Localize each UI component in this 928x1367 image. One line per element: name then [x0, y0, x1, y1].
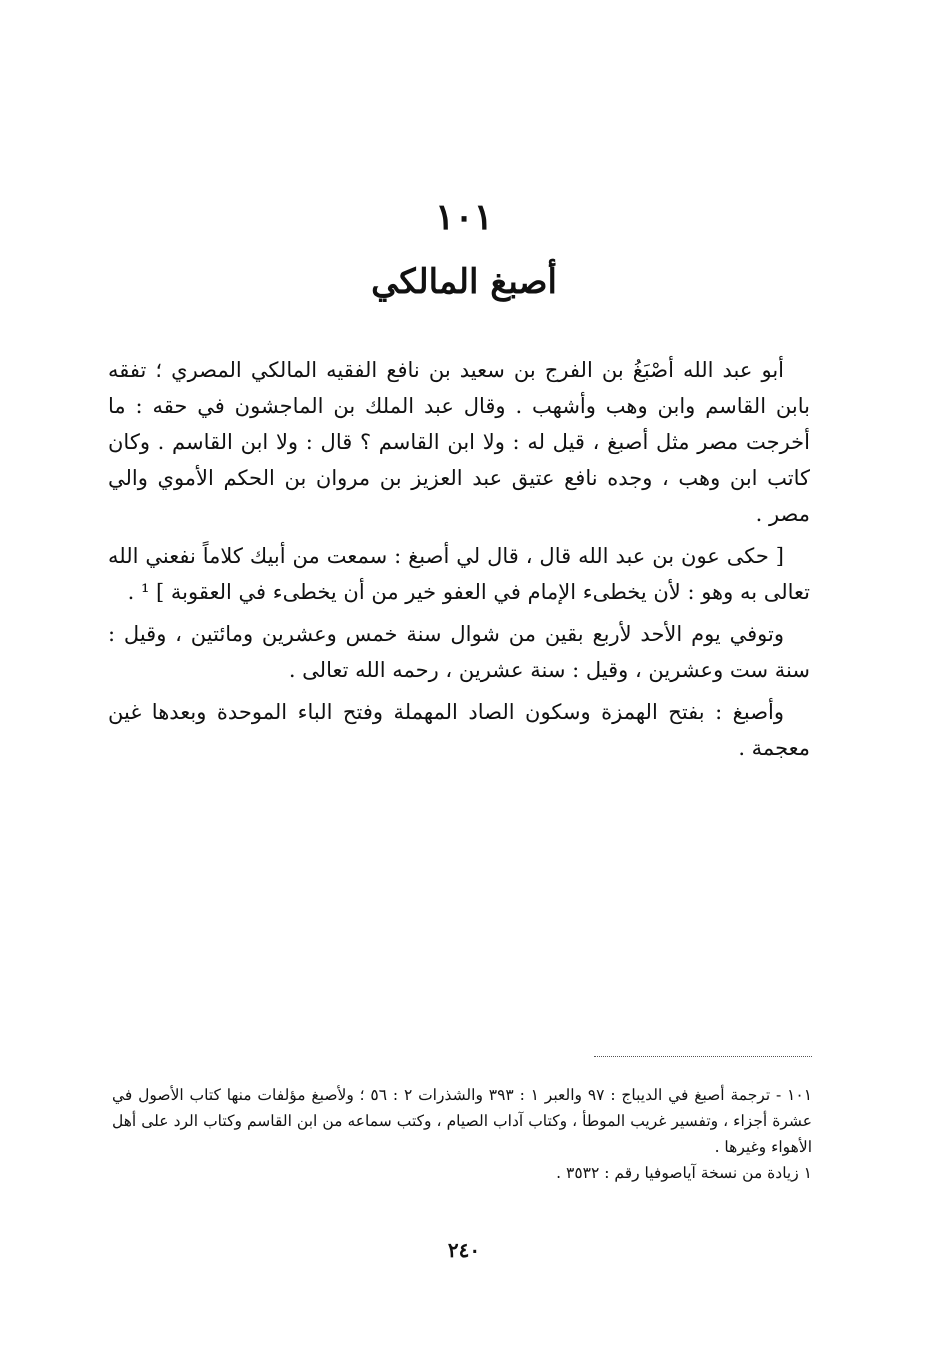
footnotes: [112, 1082, 812, 1186]
biography-text: [108, 352, 810, 772]
paragraph-lineage: أبو عبد الله أصْبَغُ بن الفرج بن سعيد بن نافع الفقيه المالكي المصري ؛ تفقه بابن القاسم وابن وهب وأشهب . وقال عبد الملك بن الماجشون في حقه : ما أخرجت مصر مثل أصبغ ، قيل له : ولا ابن القاسم ؟ قال : ولا ابن القاسم . وكان كاتب ابن وهب ، وجده نافع عتيق عبد العزيز بن مروان بن الحكم الأموي والي مصر .: [108, 358, 810, 526]
footnote-sources: ١٠١ - ترجمة أصبغ في الديباج : ٩٧ والعبر ١ : ٣٩٣ والشذرات ٢ : ٥٦ ؛ ولأصبغ مؤلفات منها كتاب الأصول في عشرة أجزاء ، وتفسير غريب الموطأ ، وكتاب آداب الصيام ، وكتب سماعه من ابن القاسم وكتاب الرد على أهل الأهواء وغيرها .: [112, 1086, 813, 1156]
page-number: ٢٤٠: [447, 1238, 481, 1262]
paragraph-anecdote: [ حكى عون بن عبد الله قال ، قال لي أصبغ : سمعت من أبيك كلاماً نفعني الله تعالى به وهو : لأن يخطىء الإمام في العفو خير من أن يخطىء في العقوبة ] ¹ .: [108, 544, 810, 604]
paragraph-spelling: وأصبغ : بفتح الهمزة وسكون الصاد المهملة وفتح الباء الموحدة وبعدها غين معجمة .: [108, 700, 810, 760]
entry-title: أصبغ المالكي: [371, 262, 557, 302]
footnote-addition: ١ زيادة من نسخة آياصوفيا رقم : ٣٥٣٢ .: [556, 1164, 812, 1182]
paragraph-death: وتوفي يوم الأحد لأربع بقين من شوال سنة خمس وعشرين ومائتين ، وقيل : سنة ست وعشرين ، وقيل : سنة عشرين ، رحمه الله تعالى .: [108, 622, 810, 682]
footnote-divider: [594, 1056, 812, 1057]
entry-number: ١٠١: [434, 196, 493, 238]
